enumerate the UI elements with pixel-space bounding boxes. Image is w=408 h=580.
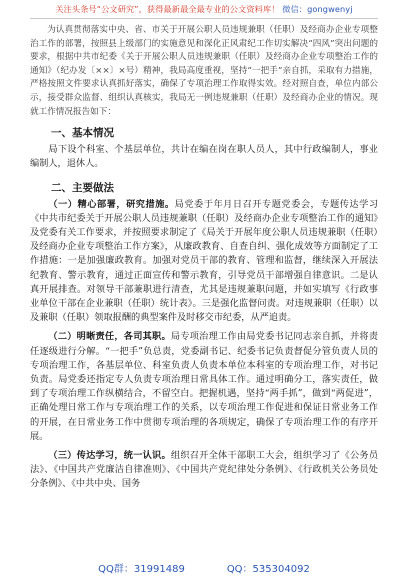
- measure-text-1: 局党委于年月日召开专题党委会，专题传达学习《中共市纪委关于开展公职人员违规兼职（任职）及经商办企业专项整治工作的通知》及党委有关工作要求，并按照要求制定了《局关于开展年度公职人员违规兼职（任职）及经商办企业专项整治工作方案》，从廉政教育、自查自纠、强化成效等方面制定了工作措施：一是加强廉政教育。加强对党员干部的教育、管理和监督，继续深入开展法纪教育、警示教育，通过正面宣传和警示教育，引导党员干部增强自律意识。二是认真开展排查。对领导干部兼职进行清查，尤其是违规兼职问题，并如实填写《行政事业单位干部在企业兼职（任职）统计表》。三是强化监督问责。对违规兼职（任职）以及兼职（任职）领取报酬的典型案件及时移交市纪委，从严追责。: [30, 198, 379, 324]
- section-heading-basic: 一、基本情况: [51, 127, 114, 140]
- measure-text-3: 组织召开全体干部职工大会，组织学习了《公务员法》、《中国共产党廉洁自律准则》、《中国共产党纪律处分条例》、《行政机关公务员处分条例》、《中共中央、国务: [30, 450, 379, 490]
- basic-situation-paragraph: 局下设个科室、个基层单位，共计在编在岗在职人员人，其中行政编制人，事业编制人，退休人。: [30, 144, 378, 170]
- qq-group: QQ群：31991489: [98, 564, 185, 575]
- intro-paragraph: 为认真贯彻落实中央、省、市关于开展公职人员违规兼职（任职）及经商办企业专项整治工作的部署，按照县上级部门的实施意见和深化正风肃纪工作切实解决“四风”突出问题的要求，根据中共市纪委《关于开展公职人员违规兼职（任职）及经商办企业专项整治工作的通知》（纪办发〔××〕×号）精神，我局高度重视，坚持“一把手”亲自抓，采取有力措施，严格按照文件要求认真抓好落实，确保了专项治理工作取得实效。经对照自查，单位内部公示，接受群众监督、组织认真核实，我局无一例违规兼职（任职）及经商办企业的情况。现就工作情况报告如下：: [30, 25, 378, 117]
- measure-lead-3: （三）传达学习，统一认识。: [48, 450, 171, 462]
- measure-text-2: 局专项治理工作由局党委书记同志亲自抓，并将责任逐级进行分解。“一把手”负总责，党委副书记、纪委书记负责督促分管负责人员的专项治理工作，各基层单位、科室负责人负责本单位本科室的专项治理工作，对书记负责。局党委还指定专人负责专项治理日常具体工作。通过明确分工，落实责任，做到了专项治理工作纵横结合，不留空白。把握机遇，坚持“两手抓”，做到“两促进”，正确处理日常工作与专项治理工作的关系，以专项治理工作促进和保证日常业务工作的开展，在日常业务工作中贯彻专项治理的各项规定，确保了专项治理工作的有序开展。: [30, 331, 379, 442]
- measure-paragraph-1: [30, 198, 378, 326]
- wechat-id: 微信：gongwenyj: [282, 4, 353, 14]
- measure-paragraph-2: [30, 330, 378, 444]
- measure-lead-2: （二）明晰责任，各司其职。: [48, 331, 171, 343]
- promo-text: 关注头条号“公文研究”，获得最新最全最专业的公文资料库！: [55, 4, 280, 14]
- qq-number: QQ：535304092: [226, 564, 310, 575]
- document-body: [30, 24, 378, 492]
- measure-paragraph-3: [30, 449, 378, 492]
- promo-banner: [0, 4, 408, 15]
- measure-lead-1: （一）精心部署，研究措施。: [48, 198, 175, 210]
- footer-contact: [0, 560, 408, 575]
- header-divider: [30, 18, 378, 19]
- section-heading-measures: 二、主要做法: [51, 181, 114, 194]
